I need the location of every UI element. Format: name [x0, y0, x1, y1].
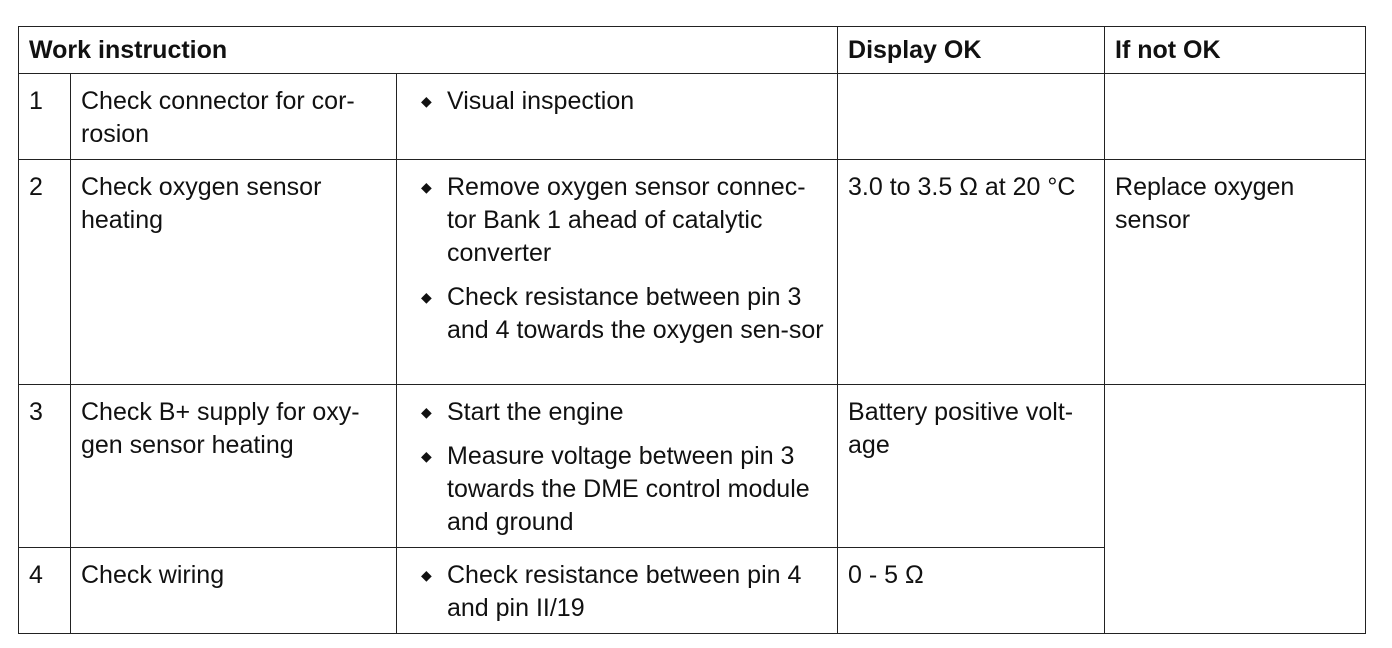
step-list — [407, 171, 827, 347]
diamond-bullet-icon: ◆ — [421, 448, 432, 464]
work-instruction-table — [18, 26, 1366, 634]
diamond-bullet-icon: ◆ — [421, 404, 432, 420]
step-list-cell — [397, 160, 838, 385]
step-text: Check resistance between pin 4 and pin II/19 — [447, 561, 802, 622]
step-number: 1 — [19, 74, 71, 160]
step-list-cell — [397, 74, 838, 160]
step-list-cell — [397, 548, 838, 634]
check-description: Check wiring — [71, 548, 397, 634]
display-ok-value: 3.0 to 3.5 Ω at 20 °C — [838, 160, 1105, 385]
step-text: Visual inspection — [447, 87, 635, 115]
step-list-cell — [397, 385, 838, 548]
if-not-ok-value — [1105, 74, 1366, 160]
table-row — [19, 385, 1366, 548]
step-item — [407, 396, 827, 429]
step-item — [407, 559, 827, 625]
step-number: 2 — [19, 160, 71, 385]
display-ok-value: 0 - 5 Ω — [838, 548, 1105, 634]
diamond-bullet-icon: ◆ — [421, 179, 432, 195]
diamond-bullet-icon: ◆ — [421, 93, 432, 109]
diamond-bullet-icon: ◆ — [421, 289, 432, 305]
check-description: Check connector for cor-rosion — [71, 74, 397, 160]
header-display-ok: Display OK — [838, 27, 1105, 74]
header-if-not-ok: If not OK — [1105, 27, 1366, 74]
header-work-instruction: Work instruction — [19, 27, 838, 74]
step-list — [407, 559, 827, 625]
table-row — [19, 74, 1366, 160]
display-ok-value: Battery positive volt-age — [838, 385, 1105, 548]
step-list — [407, 396, 827, 539]
step-text: Remove oxygen sensor connec-tor Bank 1 ahead of catalytic converter — [447, 173, 806, 267]
step-text: Measure voltage between pin 3 towards the DME control module and ground — [447, 442, 810, 536]
table-row — [19, 160, 1366, 385]
step-text: Check resistance between pin 3 and 4 towards the oxygen sen-sor — [447, 283, 824, 344]
step-item — [407, 85, 827, 118]
step-item — [407, 440, 827, 539]
header-row — [19, 27, 1366, 74]
check-description: Check B+ supply for oxy-gen sensor heating — [71, 385, 397, 548]
check-description: Check oxygen sensor heating — [71, 160, 397, 385]
if-not-ok-value — [1105, 385, 1366, 634]
step-number: 3 — [19, 385, 71, 548]
diamond-bullet-icon: ◆ — [421, 567, 432, 583]
step-number: 4 — [19, 548, 71, 634]
step-item — [407, 171, 827, 270]
step-text: Start the engine — [447, 398, 624, 426]
if-not-ok-value: Replace oxygen sensor — [1105, 160, 1366, 385]
step-list — [407, 85, 827, 118]
display-ok-value — [838, 74, 1105, 160]
step-item — [407, 281, 827, 347]
